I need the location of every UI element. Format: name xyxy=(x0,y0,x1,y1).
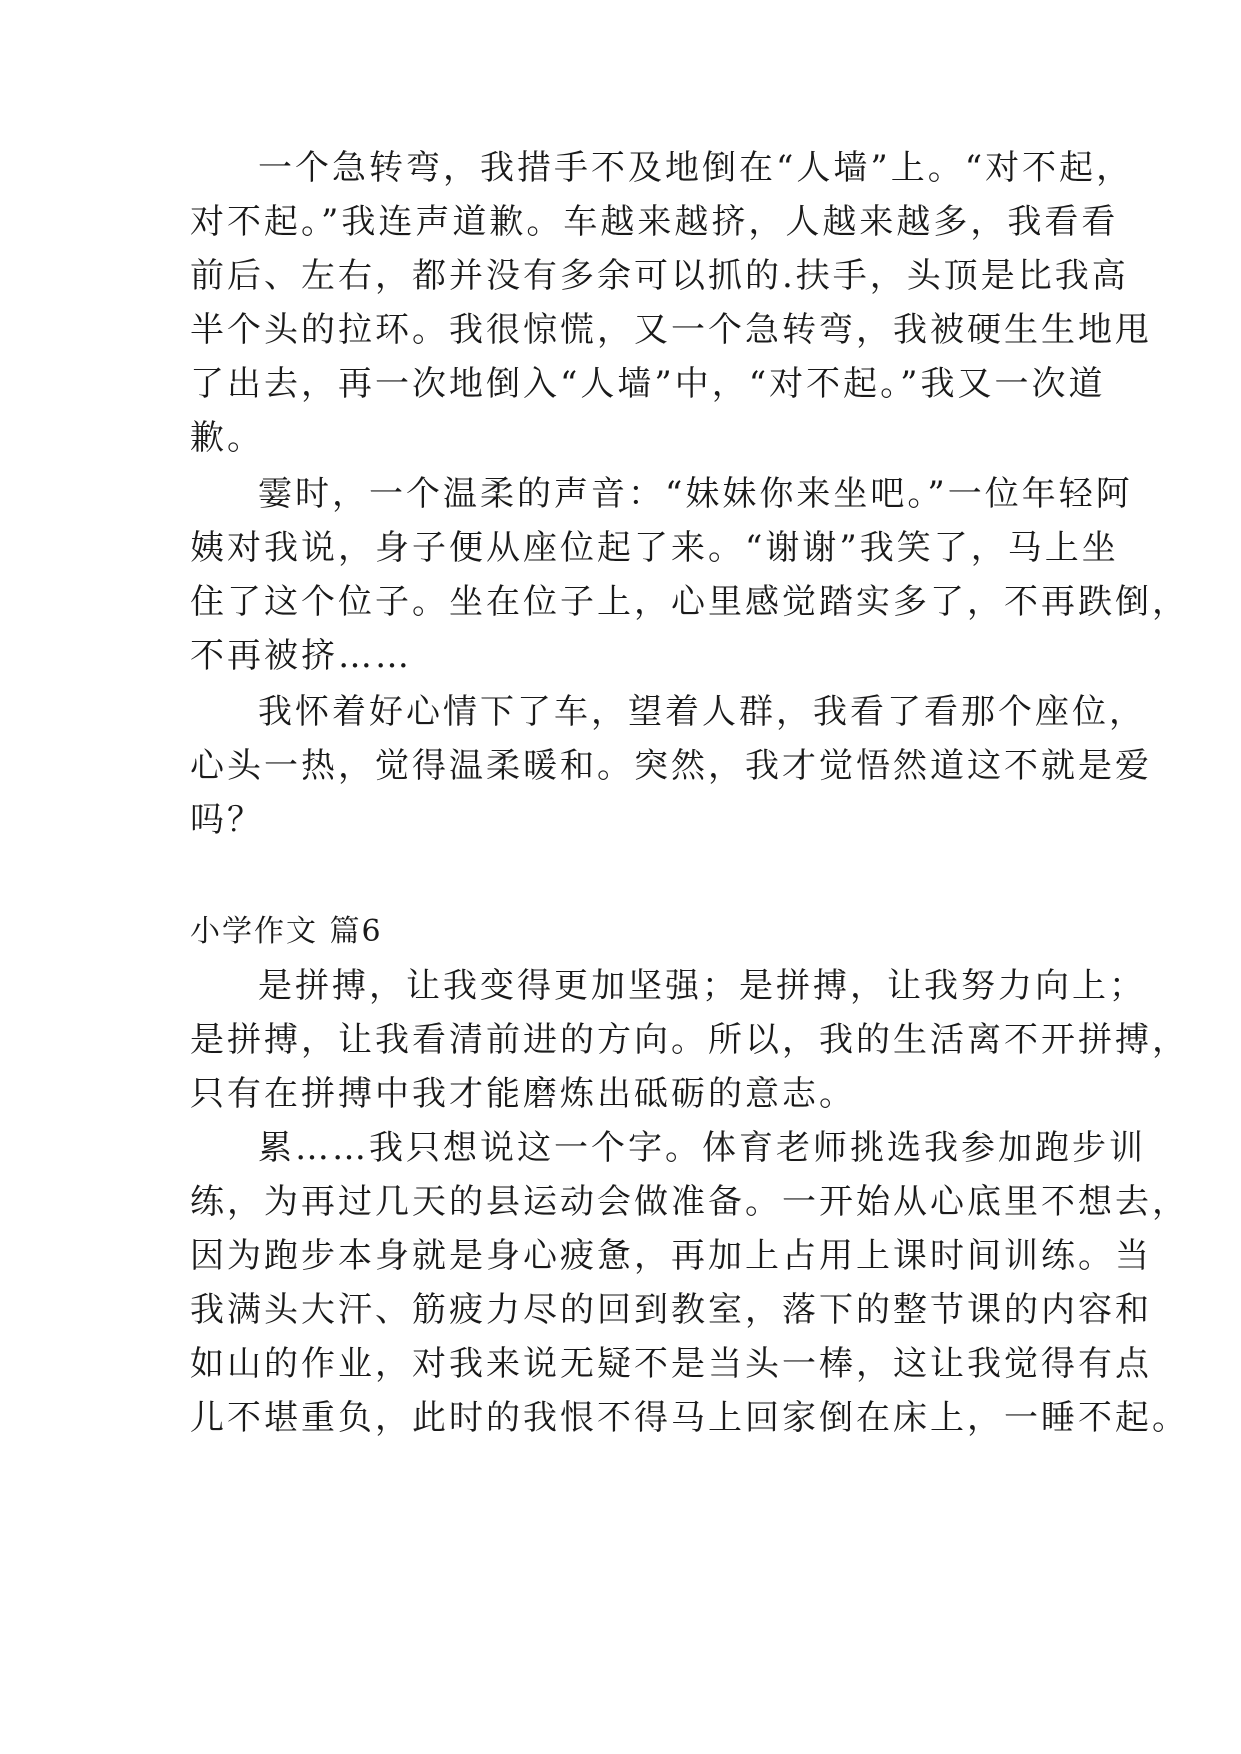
paragraph-line: 如山的作业，对我来说无疑不是当头一棒，这让我觉得有点 xyxy=(190,1344,1152,1384)
paragraph-line: 吗？ xyxy=(190,800,264,840)
paragraph-line: 半个头的拉环。我很惊慌，又一个急转弯，我被硬生生地甩 xyxy=(190,310,1152,350)
paragraph-line: 住了这个位子。坐在位子上，心里感觉踏实多了，不再跌倒， xyxy=(190,582,1189,622)
paragraph-line: 不再被挤…… xyxy=(190,636,412,676)
paragraph-line: 对不起。”我连声道歉。车越来越挤，人越来越多，我看看 xyxy=(190,202,1119,242)
paragraph-line: 心头一热，觉得温柔暖和。突然，我才觉悟然道这不就是爱 xyxy=(190,746,1152,786)
paragraph-line: 我满头大汗、筋疲力尽的回到教室，落下的整节课的内容和 xyxy=(190,1290,1152,1330)
paragraph-line: 儿不堪重负，此时的我恨不得马上回家倒在床上，一睡不起。 xyxy=(190,1398,1189,1438)
paragraph-line: 霎时，一个温柔的声音：“妹妹你来坐吧。”一位年轻阿 xyxy=(258,474,1133,514)
paragraph-line: 了出去，再一次地倒入“人墙”中，“对不起。”我又一次道 xyxy=(190,364,1106,404)
paragraph-line: 歉。 xyxy=(190,418,264,458)
paragraph-line: 前后、左右，都并没有多余可以抓的.扶手，头顶是比我高 xyxy=(190,256,1129,296)
paragraph-line: 只有在拼搏中我才能磨炼出砥砺的意志。 xyxy=(190,1074,856,1114)
paragraph-line: 一个急转弯，我措手不及地倒在“人墙”上。“对不起， xyxy=(258,148,1134,188)
section-heading: 小学作文 篇6 xyxy=(190,914,383,949)
paragraph-line: 因为跑步本身就是身心疲惫，再加上占用上课时间训练。当 xyxy=(190,1236,1152,1276)
paragraph-line: 累……我只想说这一个字。体育老师挑选我参加跑步训 xyxy=(258,1128,1146,1168)
paragraph-line: 我怀着好心情下了车，望着人群，我看了看那个座位， xyxy=(258,692,1146,732)
paragraph-line: 练，为再过几天的县运动会做准备。一开始从心底里不想去， xyxy=(190,1182,1189,1222)
paragraph-line: 是拼搏，让我变得更加坚强；是拼搏，让我努力向上； xyxy=(258,966,1146,1006)
paragraph-line: 是拼搏，让我看清前进的方向。所以，我的生活离不开拼搏， xyxy=(190,1020,1189,1060)
paragraph-line: 姨对我说，身子便从座位起了来。“谢谢”我笑了，马上坐 xyxy=(190,528,1119,568)
